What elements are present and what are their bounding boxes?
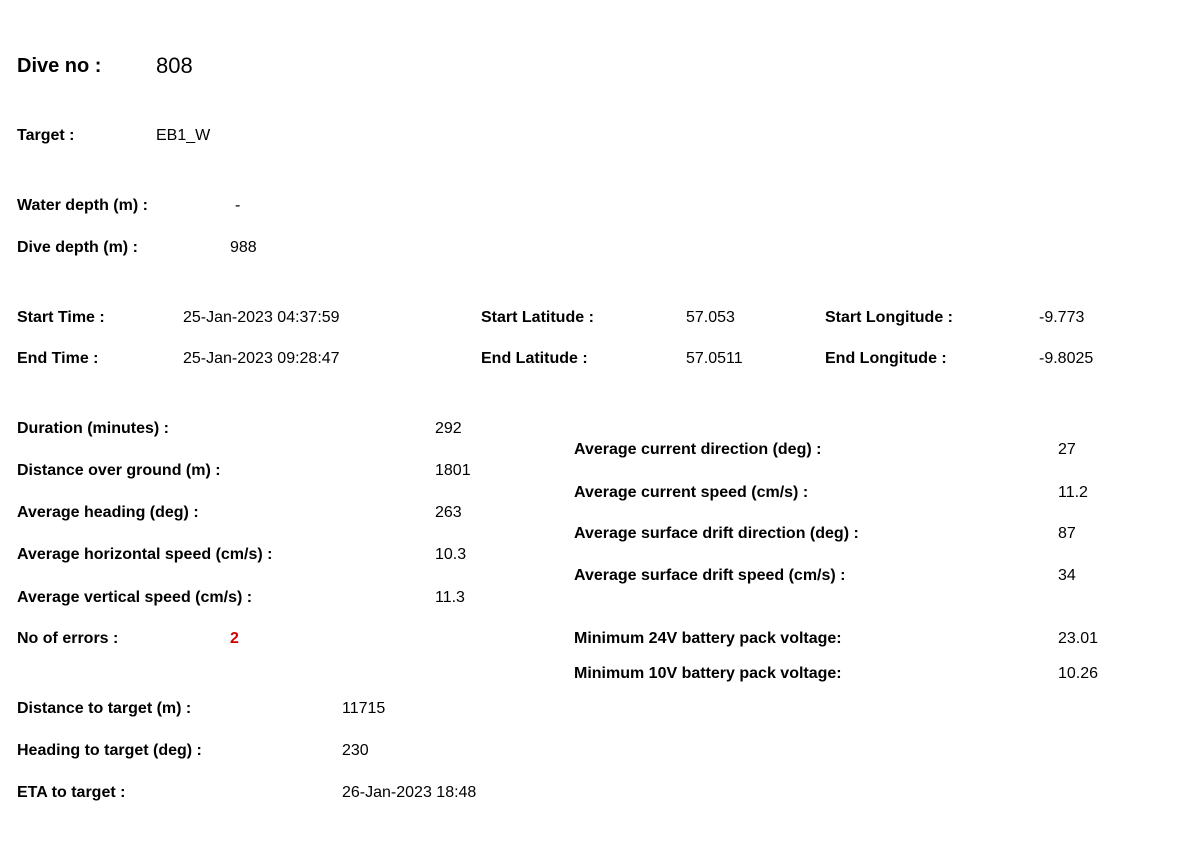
average-heading-value: 263	[435, 504, 462, 521]
average-current-speed-label: Average current speed (cm/s) :	[574, 484, 809, 501]
dive-depth-value: 988	[230, 239, 257, 256]
average-surface-drift-direction-value: 87	[1058, 525, 1076, 542]
end-latitude-value: 57.0511	[686, 350, 743, 367]
average-vertical-speed-value: 11.3	[435, 589, 465, 606]
average-surface-drift-speed-label: Average surface drift speed (cm/s) :	[574, 567, 846, 584]
water-depth-label: Water depth (m) :	[17, 197, 148, 214]
start-time-label: Start Time :	[17, 309, 105, 326]
target-label: Target :	[17, 127, 75, 144]
average-horizontal-speed-value: 10.3	[435, 546, 467, 563]
minimum-10v-battery-value: 10.26	[1058, 665, 1099, 682]
target-value: EB1_W	[156, 127, 211, 144]
distance-to-target-label: Distance to target (m) :	[17, 700, 192, 717]
end-time-value: 25-Jan-2023 09:28:47	[183, 350, 340, 367]
end-time-label: End Time :	[17, 350, 99, 367]
end-longitude-label: End Longitude :	[825, 350, 947, 367]
duration-value: 292	[435, 420, 462, 437]
eta-to-target-label: ETA to target :	[17, 784, 126, 801]
distance-over-ground-label: Distance over ground (m) :	[17, 462, 221, 479]
average-current-speed-value: 11.2	[1058, 484, 1088, 501]
start-latitude-value: 57.053	[686, 309, 735, 326]
errors-value: 2	[230, 630, 239, 647]
average-current-direction-label: Average current direction (deg) :	[574, 441, 822, 458]
start-longitude-value: -9.773	[1039, 309, 1085, 326]
dive-number-label: Dive no :	[17, 55, 102, 77]
distance-to-target-value: 11715	[342, 700, 386, 717]
average-horizontal-speed-label: Average horizontal speed (cm/s) :	[17, 546, 273, 563]
average-current-direction-value: 27	[1058, 441, 1076, 458]
minimum-24v-battery-label: Minimum 24V battery pack voltage:	[574, 630, 842, 647]
start-time-value: 25-Jan-2023 04:37:59	[183, 309, 340, 326]
start-latitude-label: Start Latitude :	[481, 309, 594, 326]
minimum-10v-battery-label: Minimum 10V battery pack voltage:	[574, 665, 842, 682]
duration-label: Duration (minutes) :	[17, 420, 169, 437]
average-surface-drift-speed-value: 34	[1058, 567, 1076, 584]
eta-to-target-value: 26-Jan-2023 18:48	[342, 784, 477, 801]
average-heading-label: Average heading (deg) :	[17, 504, 199, 521]
dive-number-value: 808	[156, 53, 193, 78]
end-latitude-label: End Latitude :	[481, 350, 588, 367]
average-surface-drift-direction-label: Average surface drift direction (deg) :	[574, 525, 859, 542]
distance-over-ground-value: 1801	[435, 462, 471, 479]
heading-to-target-label: Heading to target (deg) :	[17, 742, 202, 759]
water-depth-value: -	[235, 197, 241, 214]
dive-depth-label: Dive depth (m) :	[17, 239, 138, 256]
start-longitude-label: Start Longitude :	[825, 309, 953, 326]
heading-to-target-value: 230	[342, 742, 369, 759]
average-vertical-speed-label: Average vertical speed (cm/s) :	[17, 589, 253, 606]
errors-label: No of errors :	[17, 630, 119, 647]
minimum-24v-battery-value: 23.01	[1058, 630, 1099, 647]
end-longitude-value: -9.8025	[1039, 350, 1094, 367]
